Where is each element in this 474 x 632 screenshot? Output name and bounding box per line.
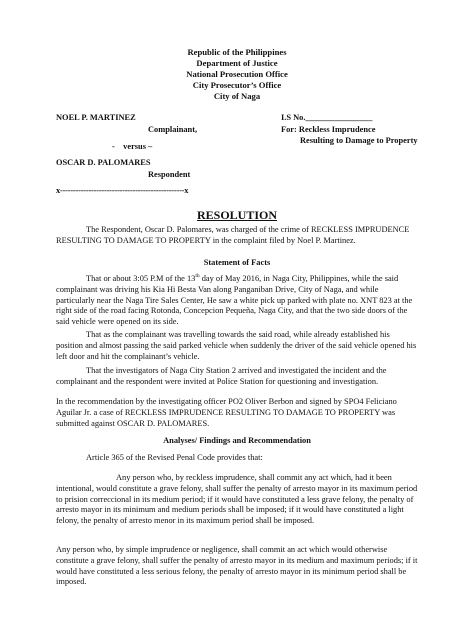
is-number: I.S No.________________ — [281, 113, 373, 122]
facts-paragraph-1: That or about 3:05 P.M of the 13th day of May 2016, in Naga City, Philippines, while the said complainant was driving his Kia Hi Besta Van along Panganiban Drive, City of Naga, and while particularly near the Naga Tire Sales Center, He saw a white pick up parked with plate no. XNT 823 at the right side of the road facing Rotonda, Concepcion Pequeña, Naga City, and that the two side doors of the said vehicle were opened on its side. — [56, 273, 413, 326]
respondent-name: OSCAR D. PALOMARES — [56, 158, 151, 167]
article-paragraph-2: Any person who, by simple imprudence or negligence, shall commit an act which would otherwise constitute a grave felony, shall suffer the penalty of arresto mayor in its medium and maximum periods; if it would have constituted a less serious felony, the penalty of arresto mayor in its minimum period shall be imposed. — [56, 545, 418, 587]
charge-line-1: For: Reckless Imprudence — [281, 125, 376, 134]
letterhead-line-5: City of Naga — [213, 91, 261, 101]
article-intro: Article 365 of the Revised Penal Code provides that: — [86, 453, 263, 462]
charge-line-2: Resulting to Damage to Property — [300, 136, 418, 145]
statement-of-facts-heading: Statement of Facts — [203, 258, 271, 267]
complainant-name: NOEL P. MARTINEZ — [56, 113, 136, 122]
article-paragraph-1: Any person who, by reckless imprudence, shall commit any act which, had it been intentional, would constitute a grave felony, shall suffer the penalty of arresto mayor in its maximum period to prision correccional in its medium period; if it would have constituted a less grave felony, the penalty of arresto mayor in its minimum and medium periods shall be imposed; if it would have constituted a light felony, the penalty of arresto menor in its maximum period shall be imposed. — [56, 473, 418, 525]
facts-paragraph-4: In the recommendation by the investigating officer PO2 Oliver Berbon and signed by SPO4 Feliciano Aguilar Jr. a case of RECKLESS IMPRUDENCE RESULTING TO DAMAGE TO PROPERTY was submitted against OSCAR D. PALOMARES. — [56, 397, 397, 428]
analyses-heading: Analyses/ Findings and Recommendation — [163, 436, 311, 445]
intro-paragraph: The Respondent, Oscar D. Palomares, was charged of the crime of RECKLESS IMPRUDENCE RESULTING TO DAMAGE TO PROPERTY in the complaint filed by Noel P. Martinez. — [56, 225, 410, 245]
facts-paragraph-3: That the investigators of Naga City Station 2 arrived and investigated the incident and the complainant and the respondent were invited at Police Station for questioning and investigation. — [56, 366, 387, 386]
letterhead — [0, 47, 474, 102]
resolution-title: RESOLUTION — [196, 208, 278, 222]
facts-paragraph-2: That as the complainant was travelling towards the said road, while already established his position and almost passing the said parked vehicle when suddenly the driver of the said vehicle opened his left door and hit the complainant’s vehicle. — [56, 330, 417, 361]
complainant-role: Complainant, — [148, 125, 198, 134]
letterhead-line-1: Republic of the Philippines — [187, 47, 287, 57]
letterhead-line-2: Department of Justice — [196, 58, 278, 68]
letterhead-line-3: National Prosecution Office — [186, 69, 288, 79]
caption-divider: x------------------------------------------------x — [56, 186, 189, 195]
versus-label: - versus – — [112, 142, 153, 151]
respondent-role: Respondent — [148, 170, 191, 179]
letterhead-line-4: City Prosecutor’s Office — [192, 80, 282, 90]
